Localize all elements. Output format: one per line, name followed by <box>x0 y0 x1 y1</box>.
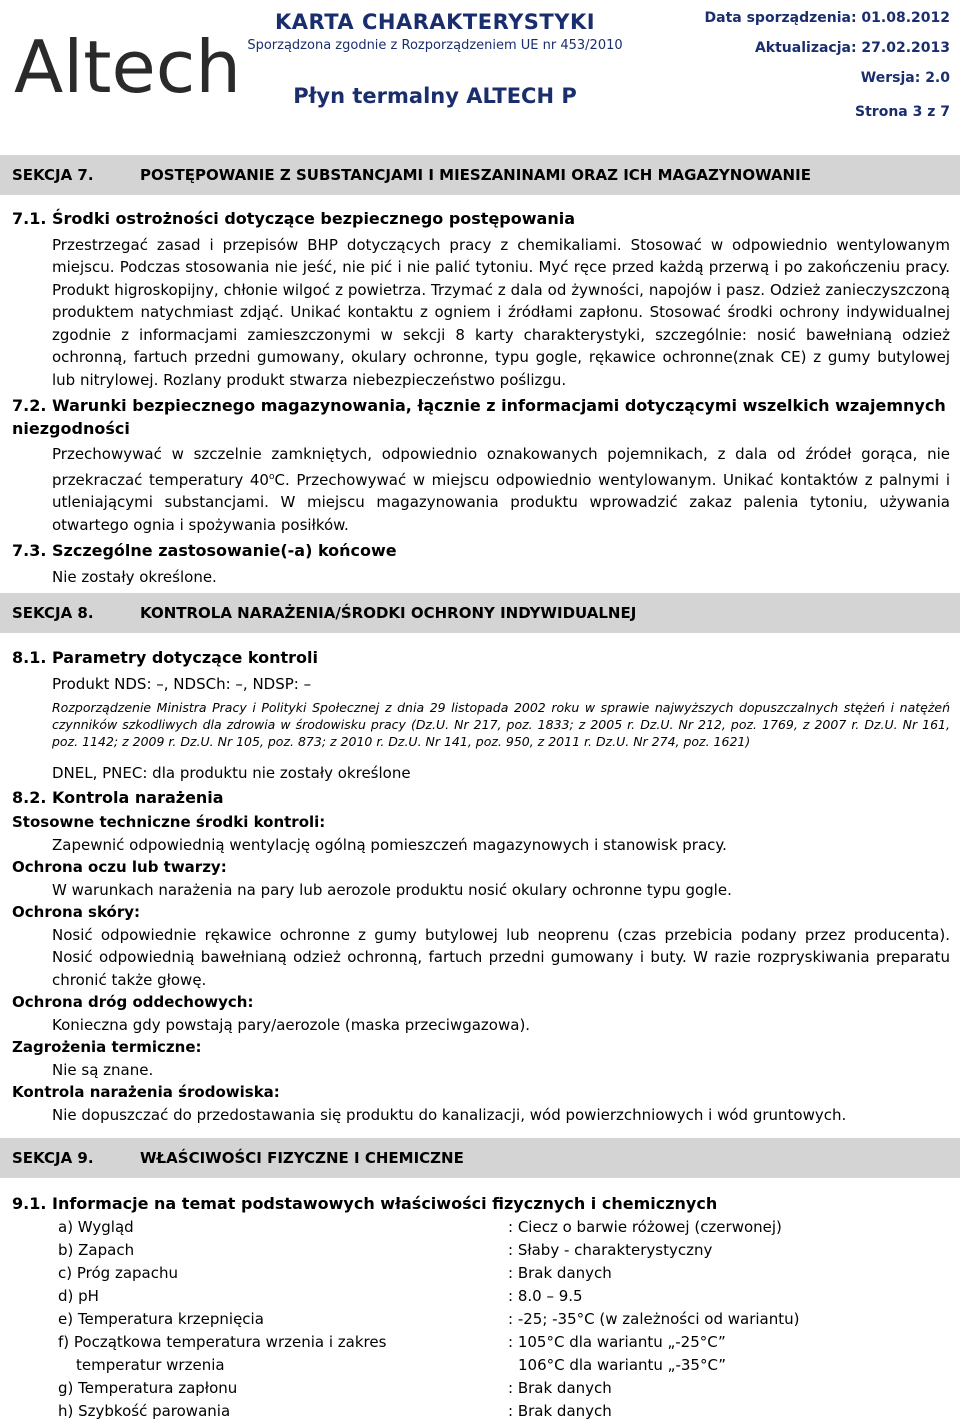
section-7-body <box>12 208 950 588</box>
section-7-title: POSTĘPOWANIE Z SUBSTANCJAMI I MIESZANINAMI ORAZ ICH MAGAZYNOWANIE <box>140 166 811 184</box>
section-8-title: KONTROLA NARAŻENIA/ŚRODKI OCHRONY INDYWIDUALNEJ <box>140 604 637 622</box>
properties-list <box>58 1216 938 1423</box>
property-row: h) Szybkość parowania : Brak danych <box>58 1402 612 1420</box>
text-thermal-hazards: Nie są znane. <box>52 1060 154 1079</box>
heading-7-2: 7.2. Warunki bezpiecznego magazynowania, łącznie z informacjami dotyczącymi wszelkich wzajemnych niezgodności <box>12 396 946 438</box>
svg-text:Altech: Altech <box>14 25 242 109</box>
property-row: e) Temperatura krzepnięcia : -25; -35°C (w zależności od wariantu) <box>58 1310 800 1328</box>
section-9-header <box>0 1138 960 1178</box>
nds-values: Produkt NDS: –, NDSCh: –, NDSP: – <box>52 674 312 693</box>
text-7-1: Przestrzegać zasad i przepisów BHP dotyczących pracy z chemikaliami. Stosować w odpowiednio wentylowanym miejscu. Podczas stosowania nie jeść, nie pić i nie palić tytoniu. Myć ręce przed każdą przerwą i po zakończeniu pracy. Produkt higroskopijny, chłonie wilgoć z powietrza. Trzymać z dala od żywności, napojów i pasz. Odzież zanieczyszczoną produktem natychmiast zdjąć. Unikać kontaktu z ogniem i źródłami zapłonu. Stosować środki ochrony indywidualnej zgodnie z informacjami zamieszczonymi w sekcji 8 karty charakterystyki, szczególnie: nosić bawełnianą odzież ochronną, fartuch przedni gumowany, okulary ochronne, typu gogle, rękawice ochronne(znak CE) z gumy butylowej lub nitrylowej. Rozlany produkt stwarza niebezpieczeństwo poślizgu. <box>52 235 950 389</box>
sub-respiratory-protection: Ochrona dróg oddechowych: <box>12 993 254 1011</box>
product-name: Płyn termalny ALTECH P <box>293 84 577 108</box>
heading-8-1: 8.1. Parametry dotyczące kontroli <box>12 648 318 667</box>
text-respiratory-protection: Konieczna gdy powstają pary/aerozole (maska przeciwgazowa). <box>52 1015 531 1034</box>
sub-eye-protection: Ochrona oczu lub twarzy: <box>12 858 227 876</box>
header-title-block <box>210 10 660 53</box>
header-meta <box>705 10 950 134</box>
text-skin-protection: Nosić odpowiednie rękawice ochronne z gumy butylowej lub neoprenu (czas przebicia podany przez producenta). Nosić odpowiednią bawełnianą odzież ochronną, fartuch przedni gumowany i buty. W razie rozpryskiwania preparatu chronić także głowę. <box>52 925 950 989</box>
dnel-pnec: DNEL, PNEC: dla produktu nie zostały określone <box>52 764 411 782</box>
sub-thermal-hazards: Zagrożenia termiczne: <box>12 1038 202 1056</box>
text-eye-protection: W warunkach narażenia na pary lub aerozole produktu nosić okulary ochronne typu gogle. <box>52 880 732 899</box>
text-7-2: Przechowywać w szczelnie zamkniętych, odpowiednio oznakowanych pojemnikach, z dala od źródeł gorąca, nie przekraczać temperatury 40$^o$C. Przechowywać w miejscu odpowiednio wentylowanym. Unikać kontaktów z palnymi i utleniającymi substancjami. W miejscu magazynowania produktu wprowadzić zakaz palenia tytoniu, używania otwartego ognia i spożywania posiłków. <box>52 445 951 534</box>
page-number: Strona 3 z 7 <box>855 104 950 120</box>
doc-title: KARTA CHARAKTERYSTYKI <box>274 10 596 34</box>
text-technical-controls: Zapewnić odpowiednią wentylację ogólną pomieszczeń magazynowych i stanowisk pracy. <box>52 835 727 854</box>
section-8-number: SEKCJA 8. <box>12 604 94 622</box>
date-created: Data sporządzenia: 01.08.2012 <box>704 10 950 26</box>
sub-skin-protection: Ochrona skóry: <box>12 903 141 921</box>
property-row: g) Temperatura zapłonu : Brak danych <box>58 1379 612 1397</box>
section-7-header <box>0 155 960 195</box>
version: Wersja: 2.0 <box>860 70 950 86</box>
heading-9-1: 9.1. Informacje na temat podstawowych właściwości fizycznych i chemicznych <box>12 1194 718 1213</box>
section-8-header <box>0 593 960 633</box>
section-9-body <box>12 1193 950 1216</box>
altech-logo <box>12 20 242 109</box>
section-9-number: SEKCJA 9. <box>12 1149 94 1167</box>
section-8-body <box>12 647 950 1126</box>
legal-reference: Rozporządzenie Ministra Pracy i Polityki Społecznej z dnia 29 listopada 2002 roku w sprawie najwyższych dopuszczalnych stężeń i natężeń czynników szkodliwych dla zdrowia w środowisku pracy (Dz.U. Nr 217, poz. 1833; z 2005 r. Dz.U. Nr 212, poz. 1769, z 2007 r. Dz.U. Nr 161, poz. 1142; z 2009 r. Dz.U. Nr 105, poz. 873; z 2010 r. Dz.U. Nr 141, poz. 950, z 2011 r. Dz.U. Nr 274, poz. 1621) <box>52 700 950 749</box>
text-environmental-control: Nie dopuszczać do przedostawania się produktu do kanalizacji, wód powierzchniowych i wód gruntowych. <box>52 1105 847 1124</box>
property-row: temperatur wrzenia 106°C dla wariantu „-35°C” <box>76 1356 726 1374</box>
doc-subtitle: Sporządzona zgodnie z Rozporządzeniem UE nr 453/2010 <box>247 38 623 53</box>
property-row: c) Próg zapachu : Brak danych <box>58 1264 612 1282</box>
heading-8-2: 8.2. Kontrola narażenia <box>12 787 224 807</box>
property-row: b) Zapach : Słaby - charakterystyczny <box>58 1241 713 1259</box>
heading-7-3: 7.3. Szczególne zastosowanie(-a) końcowe <box>12 541 397 560</box>
section-7-number: SEKCJA 7. <box>12 166 94 184</box>
date-updated: Aktualizacja: 27.02.2013 <box>754 40 950 56</box>
section-9-title: WŁAŚCIWOŚCI FIZYCZNE I CHEMICZNE <box>140 1149 464 1167</box>
sub-environmental-control: Kontrola narażenia środowiska: <box>12 1083 280 1101</box>
text-7-3: Nie zostały określone. <box>52 567 217 586</box>
property-row: d) pH : 8.0 – 9.5 <box>58 1287 583 1305</box>
property-row: f) Początkowa temperatura wrzenia i zakres : 105°C dla wariantu „-25°C” <box>58 1333 726 1351</box>
property-row: a) Wygląd : Ciecz o barwie różowej (czerwonej) <box>58 1218 782 1236</box>
sub-technical-controls: Stosowne techniczne środki kontroli: <box>12 813 326 831</box>
heading-7-1: 7.1. Środki ostrożności dotyczące bezpiecznego postępowania <box>12 209 575 228</box>
